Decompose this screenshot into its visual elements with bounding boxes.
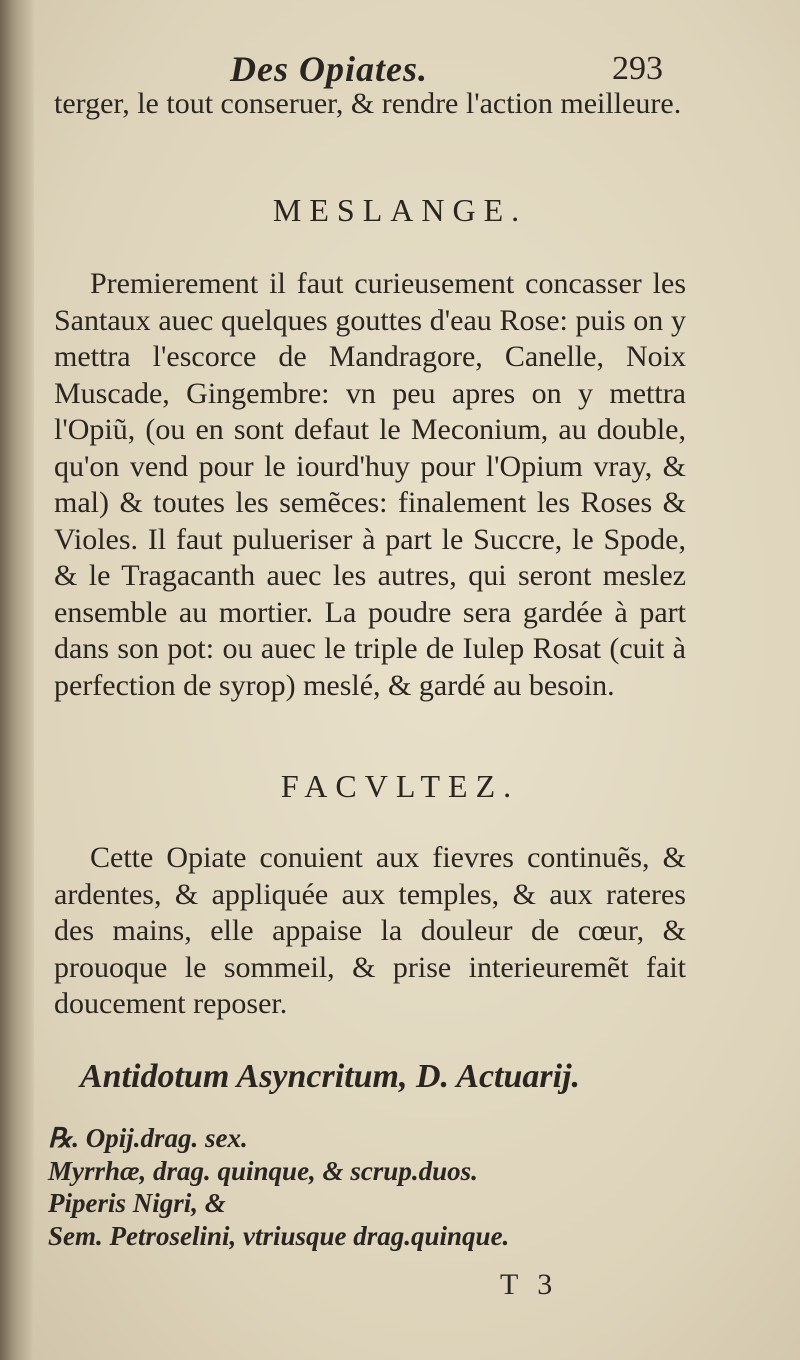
section-heading-meslange: MESLANGE. [272, 192, 528, 228]
recipe-title: Antidotum Asyncritum, D. Actuarij. [80, 1058, 581, 1095]
paragraph-facultez: Cette Opiate conuient aux fievres continuẽs, & ardentes, & appliquée aux temples, & aux rateres des mains, elle appaise la douleur de cœur, & prouoque le sommeil, & prise interieuremẽt fait doucement reposer. [54, 841, 686, 1020]
section-heading-facultez: FACVLTEZ. [280, 768, 520, 804]
running-title: Des Opiates. [230, 49, 428, 89]
page-number: 293 [612, 50, 663, 87]
recipe-line: Piperis Nigri, & [48, 1188, 226, 1218]
paragraph-meslange: Premierement il faut curieusement concasser les Santaux auec quelques gouttes d'eau Rose: puis on y mettra l'escorce de Mandragore, Canelle, Noix Muscade, Gingembre: vn peu apres on y mettra l'Opiũ, (ou en sont defaut le Meconium, au double, qu'on vend pour le iourd'huy pour l'Opium vray, & mal) & toutes les semẽces: finalement les Roses & Violes. Il faut pulueriser à part le Succre, le Spode, & le Tragacanth auec les autres, qui seront meslez ensemble au mortier. La poudre sera gardée à part dans son pot: ou auec le triple de Iulep Rosat (cuit à perfection de syrop) meslé, & gardé au besoin. [54, 267, 686, 702]
recipe-line: ℞. Opij.drag. sex. [48, 1123, 248, 1153]
signature-mark: T 3 [500, 1268, 559, 1301]
recipe-line: Sem. Petroselini, vtriusque drag.quinque. [48, 1220, 510, 1251]
recipe-lines [48, 1122, 688, 1252]
page-header [0, 40, 800, 90]
recipe-line: Myrrhæ, drag. quinque, & scrup.duos. [48, 1155, 478, 1186]
opening-paragraph: terger, le tout conseruer, & rendre l'action meilleure. [54, 87, 682, 120]
